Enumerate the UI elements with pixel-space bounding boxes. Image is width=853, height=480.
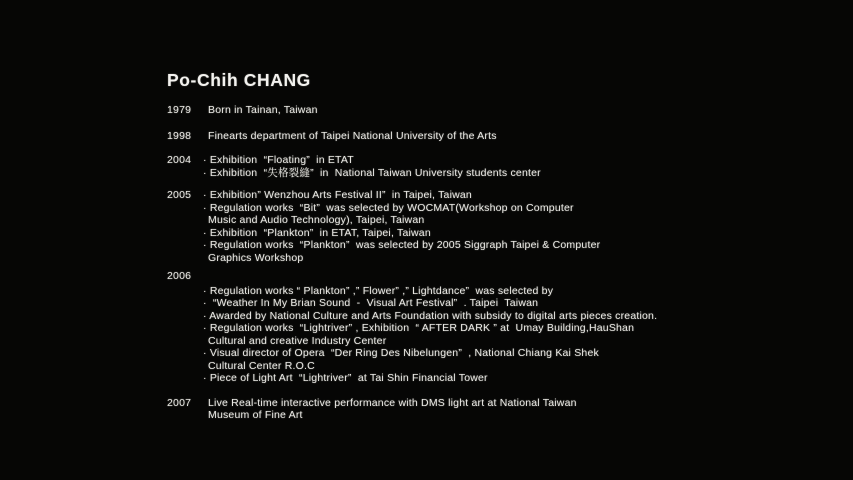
entry-line-bullet: · Exhibition “失格裂縫” in National Taiwan University students center xyxy=(203,166,541,179)
cv-entry xyxy=(167,270,657,385)
entry-content xyxy=(203,270,657,385)
cv-content xyxy=(167,70,657,422)
entry-line-bullet: · Regulation works “ Plankton” ,” Flower” ,” Lightdance” was selected by xyxy=(203,284,554,297)
entry-content xyxy=(203,397,577,422)
cv-entries xyxy=(167,104,657,422)
entry-year: 1998 xyxy=(167,129,192,142)
entry-line-bullet: · Exhibition “Floating” in ETAT xyxy=(203,154,354,166)
cv-entry xyxy=(167,397,657,422)
entry-year: 2004 xyxy=(167,154,192,166)
cv-entry xyxy=(167,154,657,179)
entry-line: Cultural and creative Industry Center xyxy=(208,334,387,347)
entry-line-bullet: · Piece of Light Art “Lightriver” at Tai Shin Financial Tower xyxy=(203,372,488,384)
entry-line-bullet: · Regulation works “Plankton” was selected by 2005 Siggraph Taipei & Computer xyxy=(203,239,601,251)
page-title: Po-Chih CHANG xyxy=(167,70,311,90)
entry-content xyxy=(203,130,497,143)
entry-year: 2005 xyxy=(167,189,192,201)
cv-entry xyxy=(167,130,657,143)
entry-line: Music and Audio Technology), Taipei, Taiwan xyxy=(208,214,425,226)
cv-entry xyxy=(167,104,657,117)
entry-content xyxy=(203,104,318,117)
entry-content xyxy=(203,189,600,264)
entry-line-bullet: · Exhibition “Plankton” in ETAT, Taipei, Taiwan xyxy=(203,226,431,239)
entry-year: 2006 xyxy=(167,270,192,282)
entry-year: 1979 xyxy=(167,104,192,116)
entry-line-bullet: · “Weather In My Brian Sound - Visual Art Festival” . Taipei Taiwan xyxy=(203,297,539,309)
entry-line-bullet: · Visual director of Opera “Der Ring Des Nibelungen” , National Chiang Kai Shek xyxy=(203,347,599,359)
entry-line-bullet: · Regulation works “Bit” was selected by WOCMAT(Workshop on Computer xyxy=(203,201,574,214)
entry-line: Born in Tainan, Taiwan xyxy=(208,104,318,116)
entry-line: Finearts department of Taipei National University of the Arts xyxy=(208,129,497,142)
entry-line: Live Real-time interactive performance with DMS light art at National Taiwan xyxy=(208,396,577,409)
entry-line-bullet: · Exhibition” Wenzhou Arts Festival II” in Taipei, Taiwan xyxy=(203,189,472,201)
entry-line: Cultural Center R.O.C xyxy=(208,359,315,372)
entry-line: Graphics Workshop xyxy=(208,251,304,264)
entry-line: Museum of Fine Art xyxy=(208,409,303,421)
entry-line-bullet: · Regulation works “Lightriver” , Exhibition “ AFTER DARK ” at Umay Building,HauShan xyxy=(203,322,635,334)
entry-content xyxy=(203,154,541,179)
entry-year: 2007 xyxy=(167,396,192,409)
entry-line-bullet: · Awarded by National Culture and Arts Foundation with subsidy to digital arts pieces creation. xyxy=(203,309,658,322)
cv-entry xyxy=(167,189,657,264)
